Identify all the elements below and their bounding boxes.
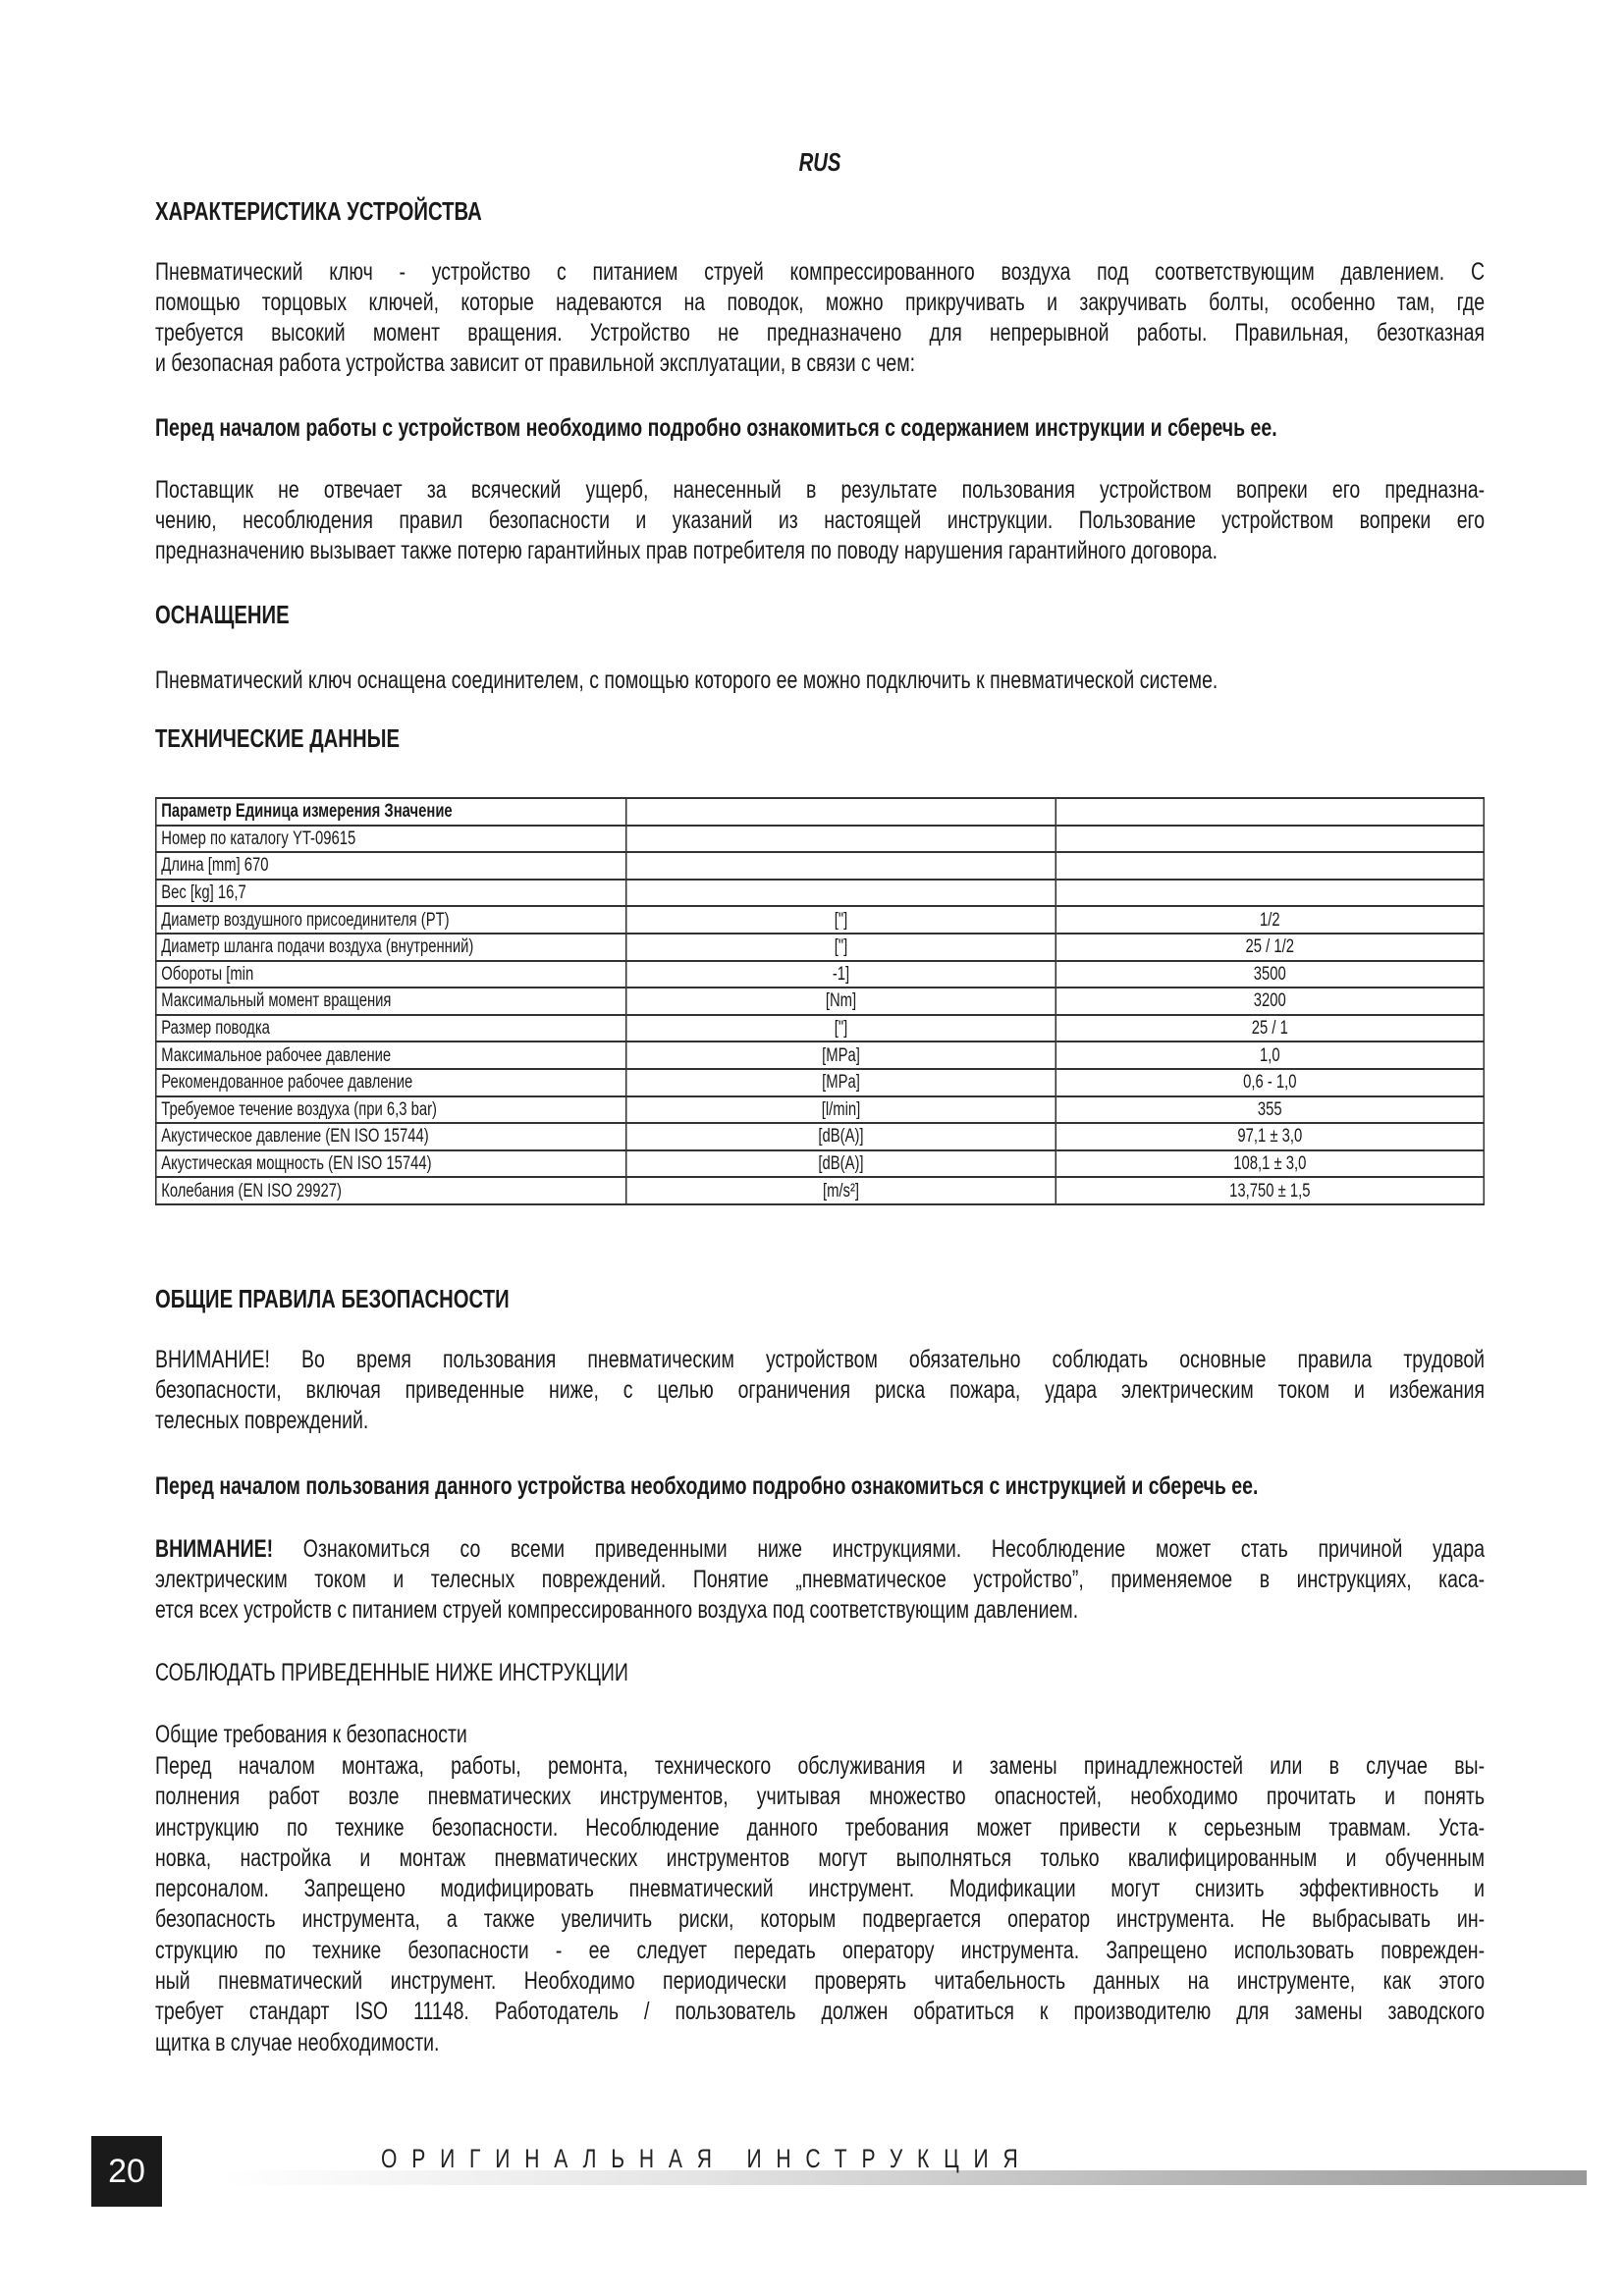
- paragraph-attention: [155, 1534, 1485, 1626]
- text-line: новка, настройка и монтаж пневматических инструментов могут выполняться только квалифицированным и обученным: [155, 1843, 1486, 1872]
- paragraph-liability: [155, 475, 1485, 566]
- heading-equipment: ОСНАЩЕНИЕ: [155, 600, 290, 629]
- value-cell: [1056, 798, 1484, 826]
- table-row: [156, 852, 1485, 880]
- text-line: Поставщик не отвечает за всяческий ущерб, нанесенный в результате пользования устройством вопреки его предназна-: [155, 476, 1486, 504]
- unit-cell: [626, 880, 1056, 907]
- attention-label: ВНИМАНИЕ!: [155, 1535, 274, 1563]
- footer-title: ОРИГИНАЛЬНАЯ ИНСТРУКЦИЯ: [381, 2144, 1033, 2173]
- table-row: [156, 1069, 1485, 1096]
- text-line: инструкцию по технике безопасности. Несоблюдение данного требования может привести к серьезным травмам. Уста-: [155, 1813, 1486, 1842]
- table-row: [156, 988, 1485, 1015]
- text-line: телесных повреждений.: [155, 1407, 369, 1434]
- value-cell: [1056, 880, 1484, 907]
- parameter-cell: Вес [kg] 16,7: [156, 880, 626, 907]
- warning-read-before-use: Перед началом пользования данного устройства необходимо подробно ознакомиться с инструкцией и сберечь ее.: [155, 1472, 1259, 1500]
- table-header-row: [156, 798, 1485, 826]
- paragraph-safety-warning: [155, 1345, 1485, 1436]
- parameter-cell: Параметр Единица измерения Значение: [156, 798, 626, 826]
- value-cell: 13,750 ± 1,5: [1056, 1177, 1484, 1204]
- unit-cell: [m/s²]: [626, 1177, 1056, 1204]
- unit-cell: [626, 852, 1056, 880]
- value-cell: 1/2: [1056, 906, 1484, 934]
- value-cell: [1056, 826, 1484, 853]
- table-row: [156, 880, 1485, 907]
- text-line: предназначению вызывает также потерю гарантийных прав потребителя по поводу нарушения гарантийного договора.: [155, 537, 1218, 564]
- text-line: ный пневматический инструмент. Необходимо периодически проверять читабельность данных на инструменте, как этого: [155, 1967, 1486, 1996]
- text-line: требует стандарт ISO 11148. Работодатель / пользователь должен обратиться к производителю для замены заводского: [155, 1998, 1486, 2026]
- text-line: [155, 1534, 1485, 1565]
- unit-cell: [Nm]: [626, 988, 1056, 1015]
- parameter-cell: Номер по каталогу YT-09615: [156, 826, 626, 853]
- parameter-cell: Диаметр шланга подачи воздуха (внутренний): [156, 934, 626, 961]
- unit-cell: ["]: [626, 1015, 1056, 1042]
- parameter-cell: Длина [mm] 670: [156, 852, 626, 880]
- parameter-cell: Рекомендованное рабочее давление: [156, 1069, 626, 1096]
- parameter-cell: Требуемое течение воздуха (при 6,3 bar): [156, 1096, 626, 1124]
- text-line: и безопасная работа устройства зависит от правильной эксплуатации, в связи с чем:: [155, 349, 916, 377]
- text-line: ется всех устройств с питанием струей компрессированного воздуха под соответствующим давлением.: [155, 1596, 1079, 1624]
- table-row: [156, 1123, 1485, 1150]
- value-cell: 3200: [1056, 988, 1484, 1015]
- unit-cell: [dB(A)]: [626, 1150, 1056, 1178]
- parameter-cell: Акустическая мощность (EN ISO 15744): [156, 1150, 626, 1178]
- unit-cell: [l/min]: [626, 1096, 1056, 1124]
- text-line: Перед началом монтажа, работы, ремонта, технического обслуживания и замены принадлежностей или в случае вы-: [155, 1752, 1486, 1780]
- text-line: щитка в случае необходимости.: [155, 2028, 440, 2056]
- text-line: чению, несоблюдения правил безопасности и указаний из настоящей инструкции. Пользование устройством вопреки его: [155, 507, 1486, 534]
- language-label: RUS: [798, 147, 841, 177]
- value-cell: 0,6 - 1,0: [1056, 1069, 1484, 1096]
- heading-device-characteristics: ХАРАКТЕРИСТИКА УСТРОЙСТВА: [155, 196, 482, 226]
- text-line: струкцию по технике безопасности - ее следует передать оператору инструмента. Запрещено использовать поврежден-: [155, 1936, 1486, 1964]
- unit-cell: [MPa]: [626, 1069, 1056, 1096]
- text-line: ВНИМАНИЕ! Во время пользования пневматическим устройством обязательно соблюдать основные правила трудовой: [155, 1346, 1486, 1373]
- text-line: полнения работ возле пневматических инструментов, учитывая множество опасностей, необходимо прочитать и понять: [155, 1783, 1486, 1811]
- unit-cell: [MPa]: [626, 1041, 1056, 1069]
- parameter-cell: Обороты [min: [156, 961, 626, 988]
- paragraph-description: [155, 257, 1485, 379]
- unit-cell: ["]: [626, 906, 1056, 934]
- unit-cell: [626, 798, 1056, 826]
- parameter-cell: Колебания (EN ISO 29927): [156, 1177, 626, 1204]
- parameter-cell: Акустическое давление (EN ISO 15744): [156, 1123, 626, 1150]
- table-row: [156, 1096, 1485, 1124]
- text-line: Пневматический ключ - устройство с питанием струей компрессированного воздуха под соответствующим давлением. С: [155, 258, 1486, 286]
- unit-cell: [626, 826, 1056, 853]
- text-segment: Ознакомиться со всеми приведенными ниже инструкциями. Несоблюдение может стать причиной удара: [302, 1535, 1486, 1563]
- table-row: [156, 826, 1485, 853]
- table-row: [156, 1015, 1485, 1042]
- heading-general-safety: ОБЩИЕ ПРАВИЛА БЕЗОПАСНОСТИ: [155, 1284, 510, 1313]
- unit-cell: -1]: [626, 961, 1056, 988]
- table-row: [156, 1150, 1485, 1178]
- value-cell: 355: [1056, 1096, 1484, 1124]
- text-line: персоналом. Запрещено модифицировать пневматический инструмент. Модификации могут снизить эффективность и: [155, 1875, 1486, 1903]
- text-line: требуется высокий момент вращения. Устройство не предназначено для непрерывной работы. Правильная, безотказная: [155, 319, 1486, 347]
- unit-cell: [dB(A)]: [626, 1123, 1056, 1150]
- technical-data-table: [155, 797, 1485, 1205]
- table-row: [156, 1177, 1485, 1204]
- text-line: безопасности, включая приведенные ниже, с целью ограничения риска пожара, удара электрическим током и избежания: [155, 1376, 1486, 1404]
- warning-read-instructions: Перед началом работы с устройством необходимо подробно ознакомиться с содержанием инструкции и сберечь ее.: [155, 414, 1277, 442]
- heading-follow-instructions: СОБЛЮДАТЬ ПРИВЕДЕННЫЕ НИЖЕ ИНСТРУКЦИИ: [155, 1659, 628, 1686]
- parameter-cell: Размер поводка: [156, 1015, 626, 1042]
- text-line: помощью торцовых ключей, которые надеваются на поводок, можно прикручивать и закручивать болты, особенно там, где: [155, 289, 1486, 316]
- value-cell: 97,1 ± 3,0: [1056, 1123, 1484, 1150]
- page-number: 20: [91, 2136, 162, 2207]
- subheading-general-requirements: Общие требования к безопасности: [155, 1721, 467, 1748]
- text-line: электрическим током и телесных повреждений. Понятие „пневматическое устройство”, применяемое в инструкциях, каса-: [155, 1566, 1486, 1593]
- value-cell: 25 / 1: [1056, 1015, 1484, 1042]
- paragraph-equipment: Пневматический ключ оснащена соединителем, с помощью которого ее можно подключить к пневматической системе.: [155, 667, 1218, 694]
- table-row: [156, 961, 1485, 988]
- value-cell: 25 / 1/2: [1056, 934, 1484, 961]
- heading-technical-data: ТЕХНИЧЕСКИЕ ДАННЫЕ: [155, 723, 400, 753]
- value-cell: 1,0: [1056, 1041, 1484, 1069]
- value-cell: [1056, 852, 1484, 880]
- parameter-cell: Максимальное рабочее давление: [156, 1041, 626, 1069]
- parameter-cell: Диаметр воздушного присоединителя (PT): [156, 906, 626, 934]
- text-line: безопасность инструмента, а также увеличить риски, которым подвергается оператор инструмента. Не выбрасывать ин-: [155, 1905, 1486, 1934]
- parameter-cell: Максимальный момент вращения: [156, 988, 626, 1015]
- value-cell: 108,1 ± 3,0: [1056, 1150, 1484, 1178]
- table-row: [156, 934, 1485, 961]
- table-row: [156, 906, 1485, 934]
- unit-cell: ["]: [626, 934, 1056, 961]
- paragraph-general-requirements: [155, 1751, 1485, 2058]
- value-cell: 3500: [1056, 961, 1484, 988]
- table-row: [156, 1041, 1485, 1069]
